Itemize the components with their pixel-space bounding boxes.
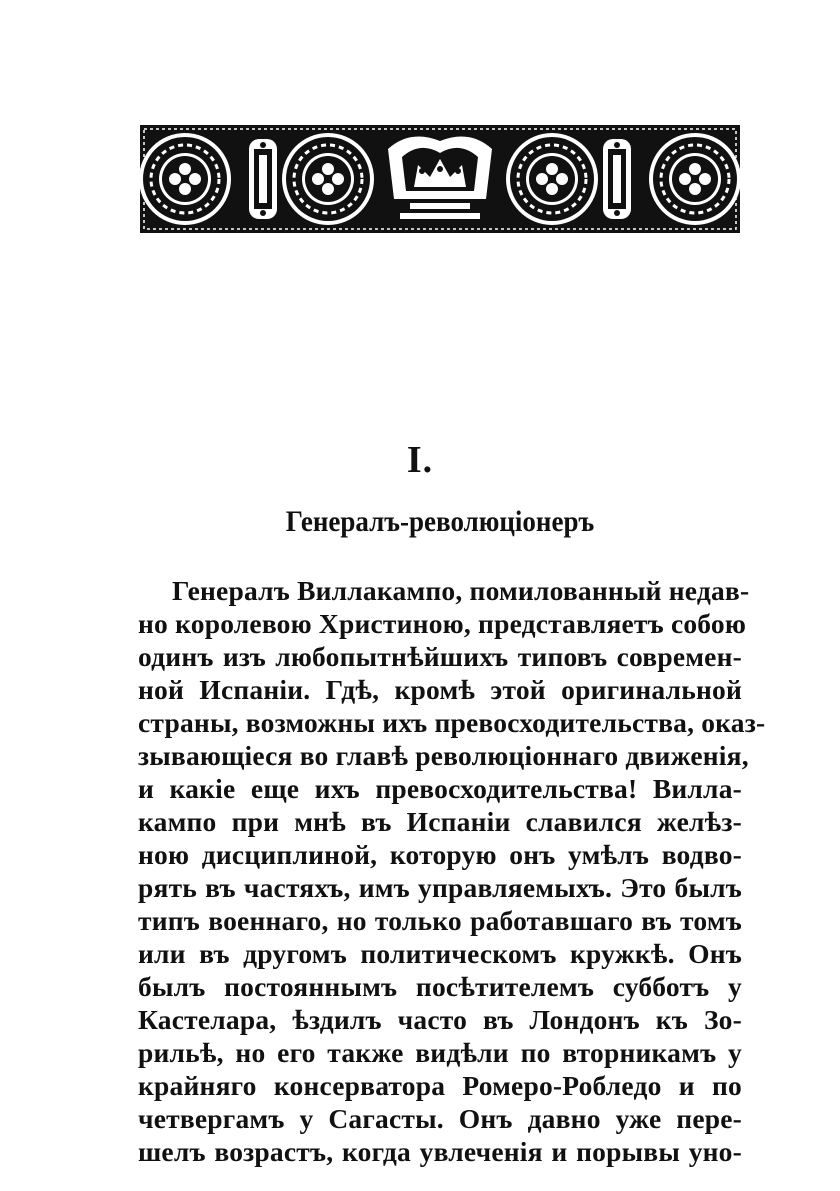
text-line: Генералъ Виллакампо, помилованный недав-	[172, 575, 750, 606]
text-line: одинъ изъ любопытнѣйшихъ типовъ современ-	[138, 641, 742, 672]
text-line: шелъ возрастъ, когда увлеченія и порывы уно-	[138, 1136, 742, 1167]
text-line: страны, возможны ихъ превосходительства, оказ-	[138, 707, 766, 738]
text-line: зывающіеся во главѣ революціоннаго движенія,	[138, 740, 749, 771]
text-line: былъ постояннымъ посѣтителемъ субботъ у	[138, 971, 742, 1002]
text-line: рильѣ, но его также видѣли по вторникамъ у	[138, 1037, 742, 1068]
text-line: Кастелара, ѣздилъ часто въ Лондонъ къ Зо-	[138, 1004, 742, 1035]
body-text	[138, 574, 766, 1168]
text-line: типъ военнаго, но только работавшаго въ томъ	[138, 905, 742, 936]
text-line: ной Испаніи. Гдѣ, кромѣ этой оригинальной	[138, 674, 742, 705]
text-line: или въ другомъ политическомъ кружкѣ. Онъ	[138, 938, 742, 969]
text-line: четвергамъ у Сагасты. Онъ давно уже пере-	[138, 1103, 742, 1134]
text-line: ною дисциплиной, которую онъ умѣлъ водво-	[138, 839, 742, 870]
text-line: крайняго консерватора Ромеро-Робледо и по	[138, 1070, 742, 1101]
text-line: и какіе еще ихъ превосходительства! Вилла-	[138, 773, 742, 804]
chapter-number: I.	[406, 439, 434, 481]
chapter-title: Генералъ-революціонеръ	[285, 505, 595, 538]
text-line: кампо при мнѣ въ Испаніи славился желѣз-	[138, 806, 742, 837]
text-line: но королевою Христиною, представляетъ собою	[138, 608, 747, 639]
decorative-headpiece	[140, 125, 740, 233]
text-line: рять въ частяхъ, имъ управляемыхъ. Это былъ	[138, 872, 742, 903]
